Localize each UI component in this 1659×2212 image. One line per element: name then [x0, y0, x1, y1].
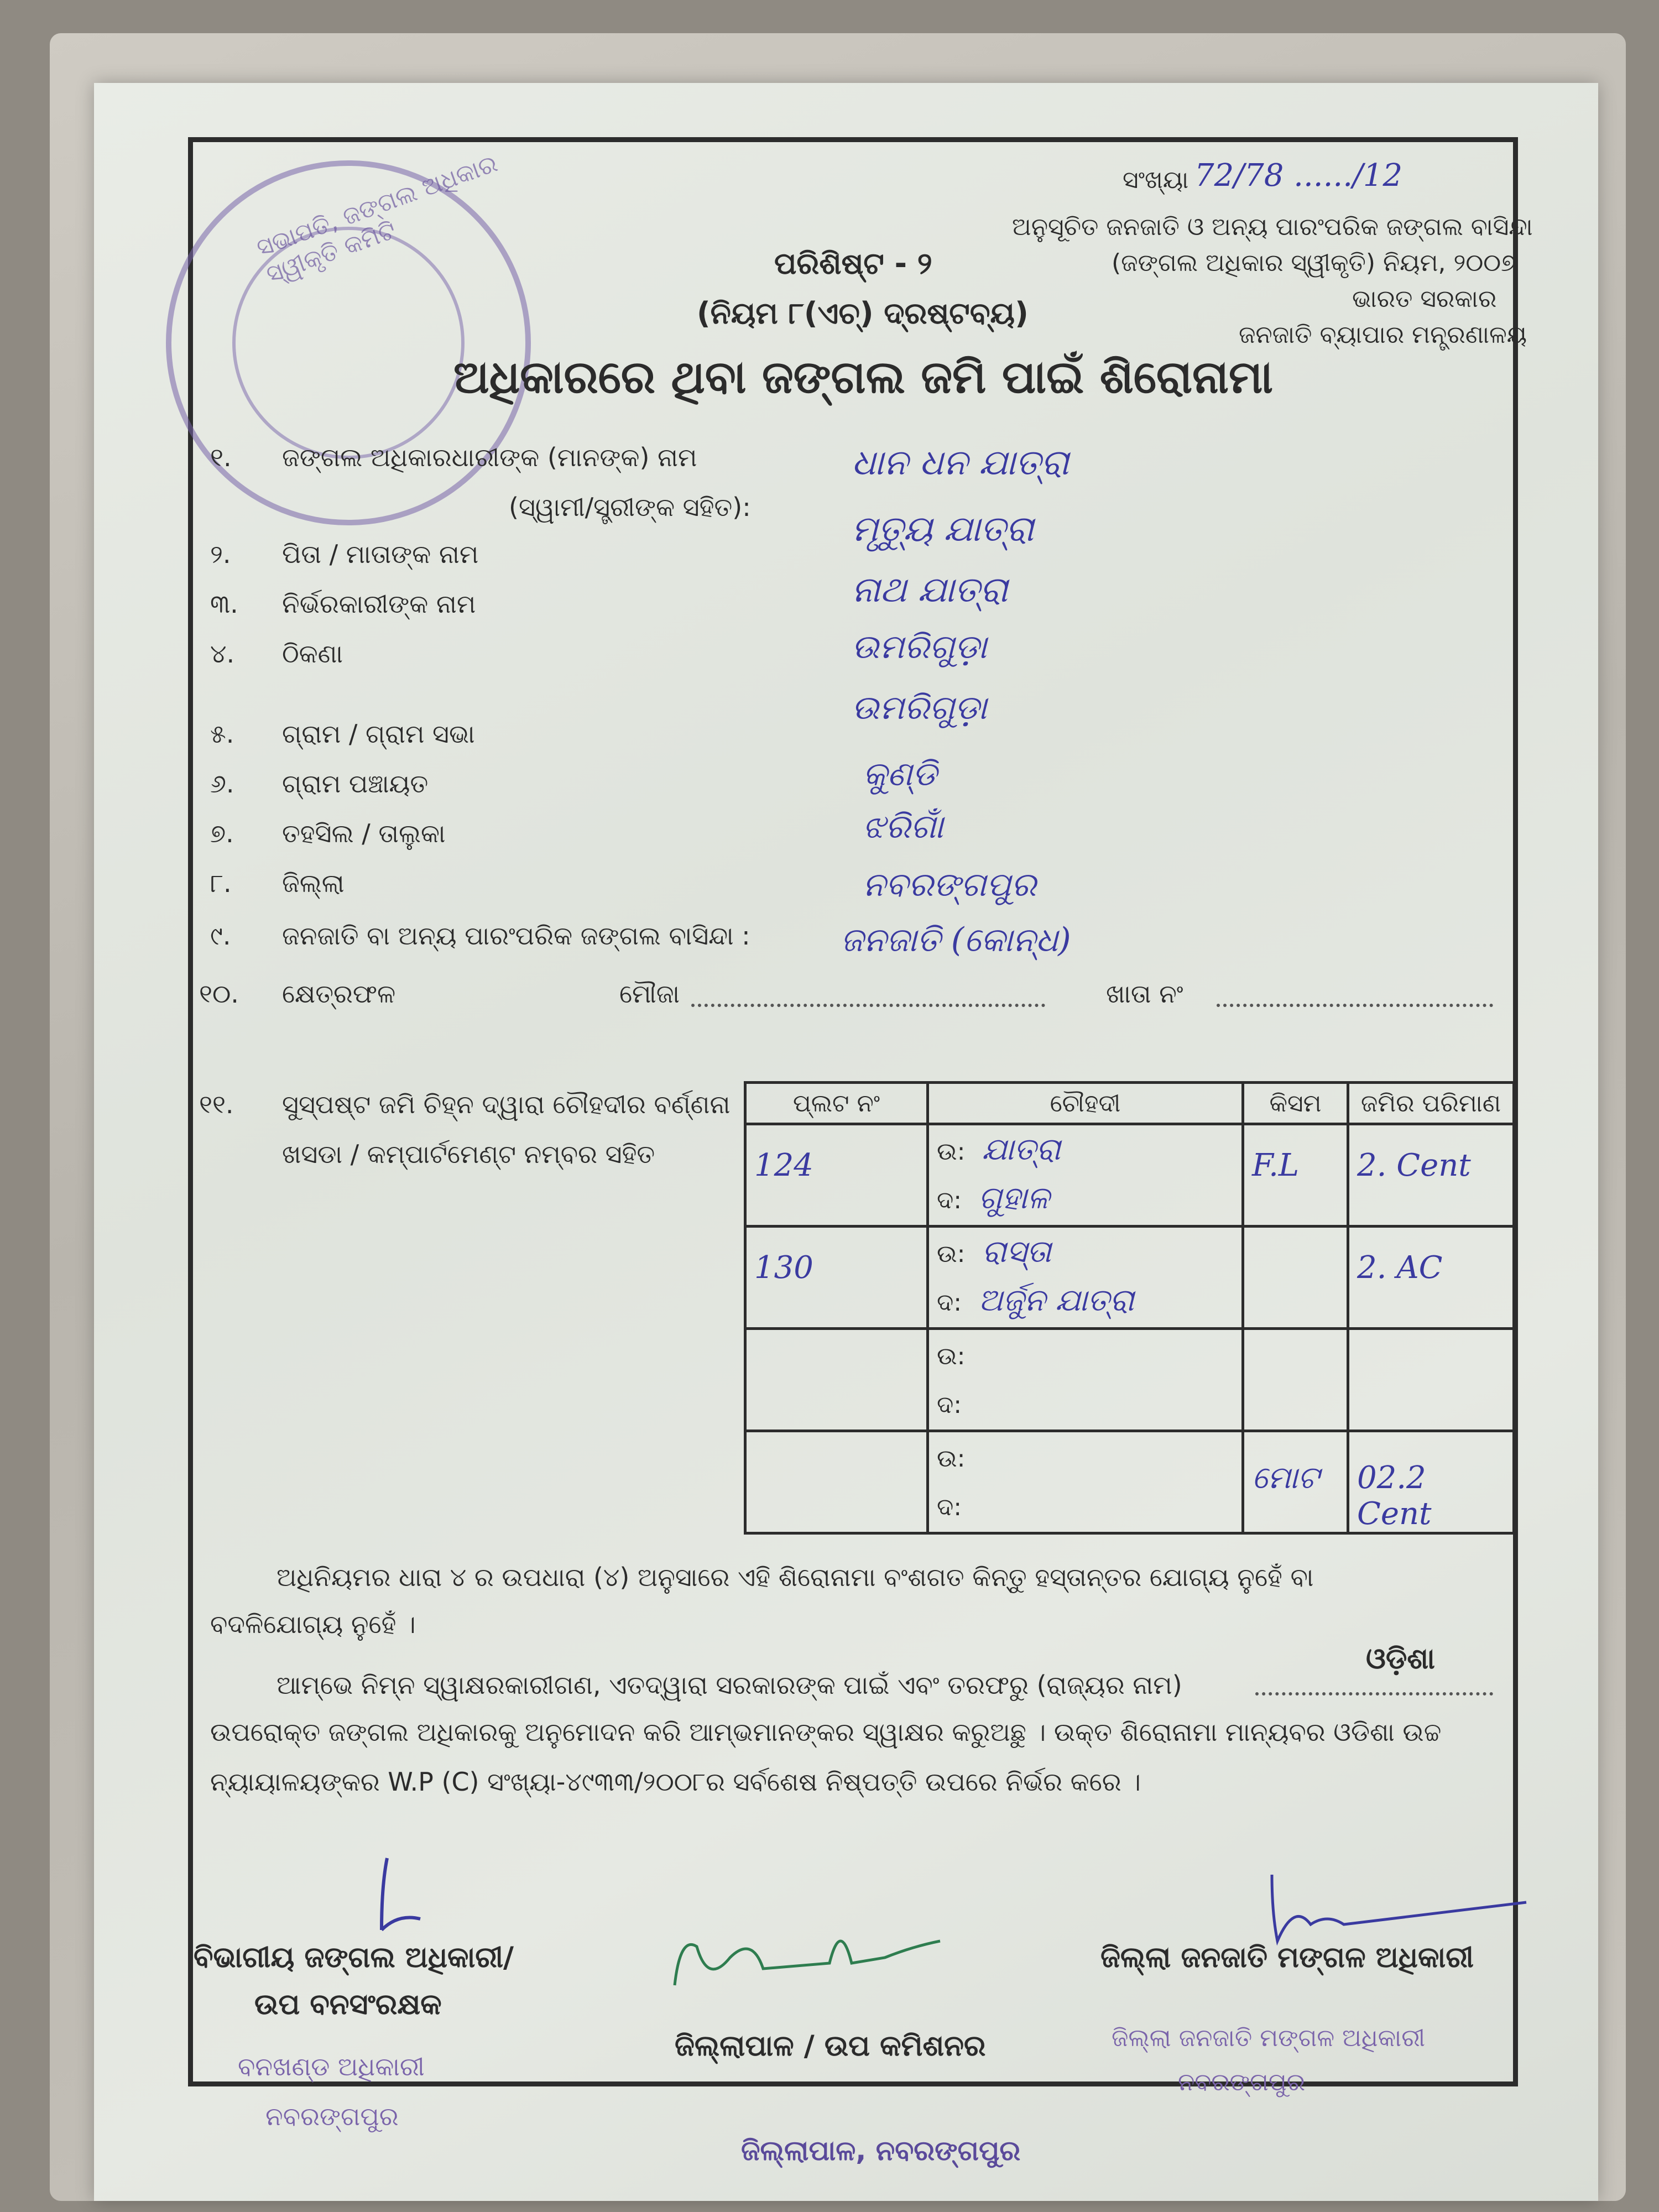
land-type: F.L [1252, 1147, 1300, 1183]
dfo-signature [365, 1853, 431, 1941]
south-value: ଗୁହାଳ [978, 1180, 1050, 1216]
field-6-label: ଗ୍ରାମ ପଞ୍ଚାୟତ [282, 769, 429, 799]
field-3-num: ୩. [210, 589, 238, 619]
field-3-label: ନିର୍ଭରକାରୀଙ୍କ ନାମ [282, 589, 476, 619]
plot-number: 124 [754, 1147, 813, 1183]
mouza-label: ମୌଜା [619, 979, 680, 1009]
serial-value: 72/78 ....../12 [1194, 158, 1403, 194]
south-label: ଦ: [937, 1493, 962, 1521]
south-label: ଦ: [937, 1391, 962, 1419]
state-name-blank [1255, 1692, 1493, 1695]
serial-label: ସଂଖ୍ୟା [1123, 166, 1189, 194]
para1-line1: ଅଧିନିୟମର ଧାରା ୪ ର ଉପଧାରା (୪) ଅନୁସାରେ ଏହି ଶିରୋନାମା ବଂଶଗତ କିନ୍ତୁ ହସ୍ତାନ୍ତର ଯୋଗ୍ୟ ନୁହେଁ ବା [276, 1562, 1314, 1592]
dtwo-stamp-line1: ଜିଲ୍ଲା ଜନଜାତି ମଙ୍ଗଳ ଅଧିକାରୀ [1112, 2024, 1426, 2052]
para1-line2: ବଦଳିଯୋଗ୍ୟ ନୁହେଁ । [210, 1609, 416, 1639]
field-10-num: ୧୦. [199, 979, 239, 1009]
field-8-num: ୮. [210, 868, 232, 898]
field-4-value: ଉମରିଗୁଡ଼ା [852, 628, 987, 666]
table-row [745, 1124, 1514, 1227]
collector-signature [664, 1902, 951, 2013]
north-label: ଉ: [937, 1342, 966, 1370]
field-3-value: ନାଥ ଯାତ୍ରା [852, 570, 1008, 611]
south-boundary [937, 1481, 1234, 1530]
field-2-value: ମୃତ୍ୟୁ ଯାତ୍ରା [852, 509, 1034, 550]
col-header-area: ଜମିର ପରିମାଣ [1348, 1083, 1514, 1124]
field-6-num: ୬. [210, 769, 234, 799]
state-name: ଓଡ଼ିଶା [1366, 1642, 1435, 1676]
field-10-label: କ୍ଷେତ୍ରଫଳ [282, 979, 396, 1009]
field-2-num: ୨. [210, 539, 231, 569]
annex-label: ପରିଶିଷ୍ଟ - ୨ [774, 246, 932, 281]
col-header-boundary: ଚୌହଦୀ [928, 1083, 1243, 1124]
field-7-label: ତହସିଲ / ତାଲୁକା [282, 818, 446, 848]
field-2-label: ପିତା / ମାତାଙ୍କ ନାମ [282, 539, 479, 569]
para2-line1: ଆମ୍ଭେ ନିମ୍ନ ସ୍ୱାକ୍ଷରକାରୀଗଣ, ଏତଦ୍ୱାରା ସରକାରଙ୍କ ପାଇଁ ଏବଂ ତରଫରୁ (ରାଜ୍ୟର ନାମ) [276, 1670, 1182, 1700]
table-header-row [745, 1083, 1514, 1124]
dfo-title-line1: ବିଭାଗୀୟ ଜଙ୍ଗଲ ଅଧିକାରୀ/ [194, 1941, 514, 1974]
field-1-value: ଧାନ ଧନ ଯାତ୍ରା [852, 442, 1069, 483]
authority-line1: ଅନୁସୂଚିତ ଜନଜାତି ଓ ଅନ୍ୟ ପାରଂପରିକ ଜଙ୍ଗଲ ବାସିନ୍ଦା [1012, 213, 1533, 241]
table-row [745, 1329, 1514, 1431]
north-label: ଉ: [937, 1444, 966, 1473]
field-1-sublabel: (ସ୍ୱାମୀ/ସ୍ତ୍ରୀଙ୍କ ସହିତ): [509, 492, 751, 522]
field-6-value: କୁଣ୍ଡି [863, 755, 937, 794]
field-7-num: ୭. [210, 818, 234, 848]
south-value: ଅର୍ଜୁନ ଯାତ୍ରା [978, 1282, 1134, 1318]
field-5-value: ଉମରିଗୁଡ଼ା [852, 688, 987, 727]
authority-line3: ଭାରତ ସରକାର [1352, 285, 1497, 313]
north-boundary [937, 1125, 1234, 1174]
khata-blank [1217, 1004, 1493, 1007]
col-header-plot: ପ୍ଲଟ ନଂ [745, 1083, 928, 1124]
field-11-num: ୧୧. [199, 1089, 234, 1119]
south-label: ଦ: [937, 1288, 962, 1317]
field-11-line1: ସୁସ୍ପଷ୍ଟ ଜମି ଚିହ୍ନ ଦ୍ୱାରା ଚୌହଦୀର ବର୍ଣ୍ଣନା [282, 1089, 731, 1119]
south-boundary [937, 1276, 1234, 1325]
khata-label: ଖାତା ନଂ [1106, 979, 1183, 1009]
north-boundary [937, 1330, 1234, 1379]
dtwo-title: ଜିଲ୍ଲା ଜନଜାତି ମଙ୍ଗଳ ଅଧିକାରୀ [1100, 1941, 1474, 1974]
seal-text: ସଭାପତି, ଜଙ୍ଗଲ ଅଧିକାର ସ୍ୱୀକୃତି କମିଟି [253, 149, 502, 289]
dtwo-signature [1261, 1869, 1537, 1947]
field-4-label: ଠିକଣା [282, 639, 343, 669]
field-9-num: ୯. [210, 921, 231, 951]
field-9-label: ଜନଜାତି ବା ଅନ୍ୟ ପାରଂପରିକ ଜଙ୍ଗଲ ବାସିନ୍ଦା : [282, 921, 750, 951]
field-8-value: ନବରଙ୍ଗପୁର [863, 865, 1036, 904]
field-1-label: ଜଙ୍ଗଲ ଅଧିକାରଧାରୀଙ୍କ (ମାନଙ୍କ) ନାମ [282, 442, 697, 472]
south-label: ଦ: [937, 1186, 962, 1214]
field-9-value: ଜନଜାତି (କୋନ୍ଧ) [841, 921, 1071, 959]
north-boundary [937, 1432, 1234, 1481]
total-area: 02.2 Cent [1357, 1460, 1432, 1532]
table-row [745, 1227, 1514, 1329]
field-5-label: ଗ୍ରାମ / ଗ୍ରାମ ସଭା [282, 719, 475, 749]
para2-line3: ନ୍ୟାୟାଳୟଙ୍କର W.P (C) ସଂଖ୍ୟା-୪୯୩୩/୨୦୦୮ର ସର୍ବଶେଷ ନିଷ୍ପତ୍ତି ଉପରେ ନିର୍ଭର କରେ । [210, 1767, 1141, 1797]
col-header-type: କିସମ [1243, 1083, 1348, 1124]
para2-line2: ଉପରୋକ୍ତ ଜଙ୍ଗଲ ଅଧିକାରକୁ ଅନୁମୋଦନ କରି ଆମ୍ଭମାନଙ୍କର ସ୍ୱାକ୍ଷର କରୁଅଛୁ । ଉକ୍ତ ଶିରୋନାମା ମାନ୍ୟବର ଓଡିଶା ଉଚ୍ଚ [210, 1717, 1442, 1747]
north-label: ଉ: [937, 1240, 966, 1268]
dfo-stamp-line1: ବନଖଣ୍ଡ ଅଧିକାରୀ [238, 2052, 425, 2081]
field-1-num: ୧. [210, 442, 232, 472]
north-boundary [937, 1228, 1234, 1276]
dfo-stamp-line2: ନବରଙ୍ଗପୁର [265, 2101, 399, 2131]
total-label: ମୋଟ [1252, 1460, 1319, 1496]
dfo-title-line2: ଉପ ବନସଂରକ୍ଷକ [254, 1988, 442, 2021]
document-title: ଅଧିକାରରେ ଥିବା ଜଙ୍ଗଲ ଜମି ପାଇଁ ଶିରୋନାମା [453, 351, 1273, 404]
collector-stamp: ଜିଲ୍ଲାପାଳ, ନବରଙ୍ଗପୁର [741, 2135, 1021, 2167]
north-value: ରାସ୍ତା [982, 1234, 1052, 1270]
authority-line2: (ଜଙ୍ଗଲ ଅଧିକାର ସ୍ୱୀକୃତି) ନିୟମ, ୨୦୦୭ [1112, 249, 1516, 277]
south-boundary [937, 1379, 1234, 1427]
field-4-num: ୪. [210, 639, 235, 669]
authority-line4: ଜନଜାତି ବ୍ୟାପାର ମନ୍ତ୍ରଣାଳୟ [1239, 321, 1527, 349]
field-11-line2: ଖସଡା / କମ୍ପାର୍ଟମେଣ୍ଟ ନମ୍ବର ସହିତ [282, 1139, 655, 1169]
field-8-label: ଜିଲ୍ଲା [282, 868, 345, 898]
plot-number: 130 [754, 1250, 813, 1286]
rule-reference: (ନିୟମ ୮(ଏଚ୍) ଦ୍ରଷ୍ଟବ୍ୟ) [697, 296, 1029, 331]
collector-title: ଜିଲ୍ଲାପାଳ / ଉପ କମିଶନର [675, 2030, 986, 2063]
field-5-num: ୫. [210, 719, 234, 749]
land-boundary-table [744, 1081, 1515, 1535]
land-area: 2. AC [1357, 1250, 1443, 1286]
dtwo-stamp-line2: ନବରଙ୍ଗପୁର [1178, 2068, 1306, 2096]
field-7-value: ଝରିଗାଁ [863, 807, 943, 846]
south-boundary [937, 1174, 1234, 1223]
land-area: 2. Cent [1357, 1147, 1471, 1183]
table-row-total [745, 1431, 1514, 1533]
mouza-blank [691, 1004, 1045, 1007]
north-label: ଉ: [937, 1138, 966, 1166]
north-value: ଯାତ୍ରା [982, 1131, 1061, 1167]
